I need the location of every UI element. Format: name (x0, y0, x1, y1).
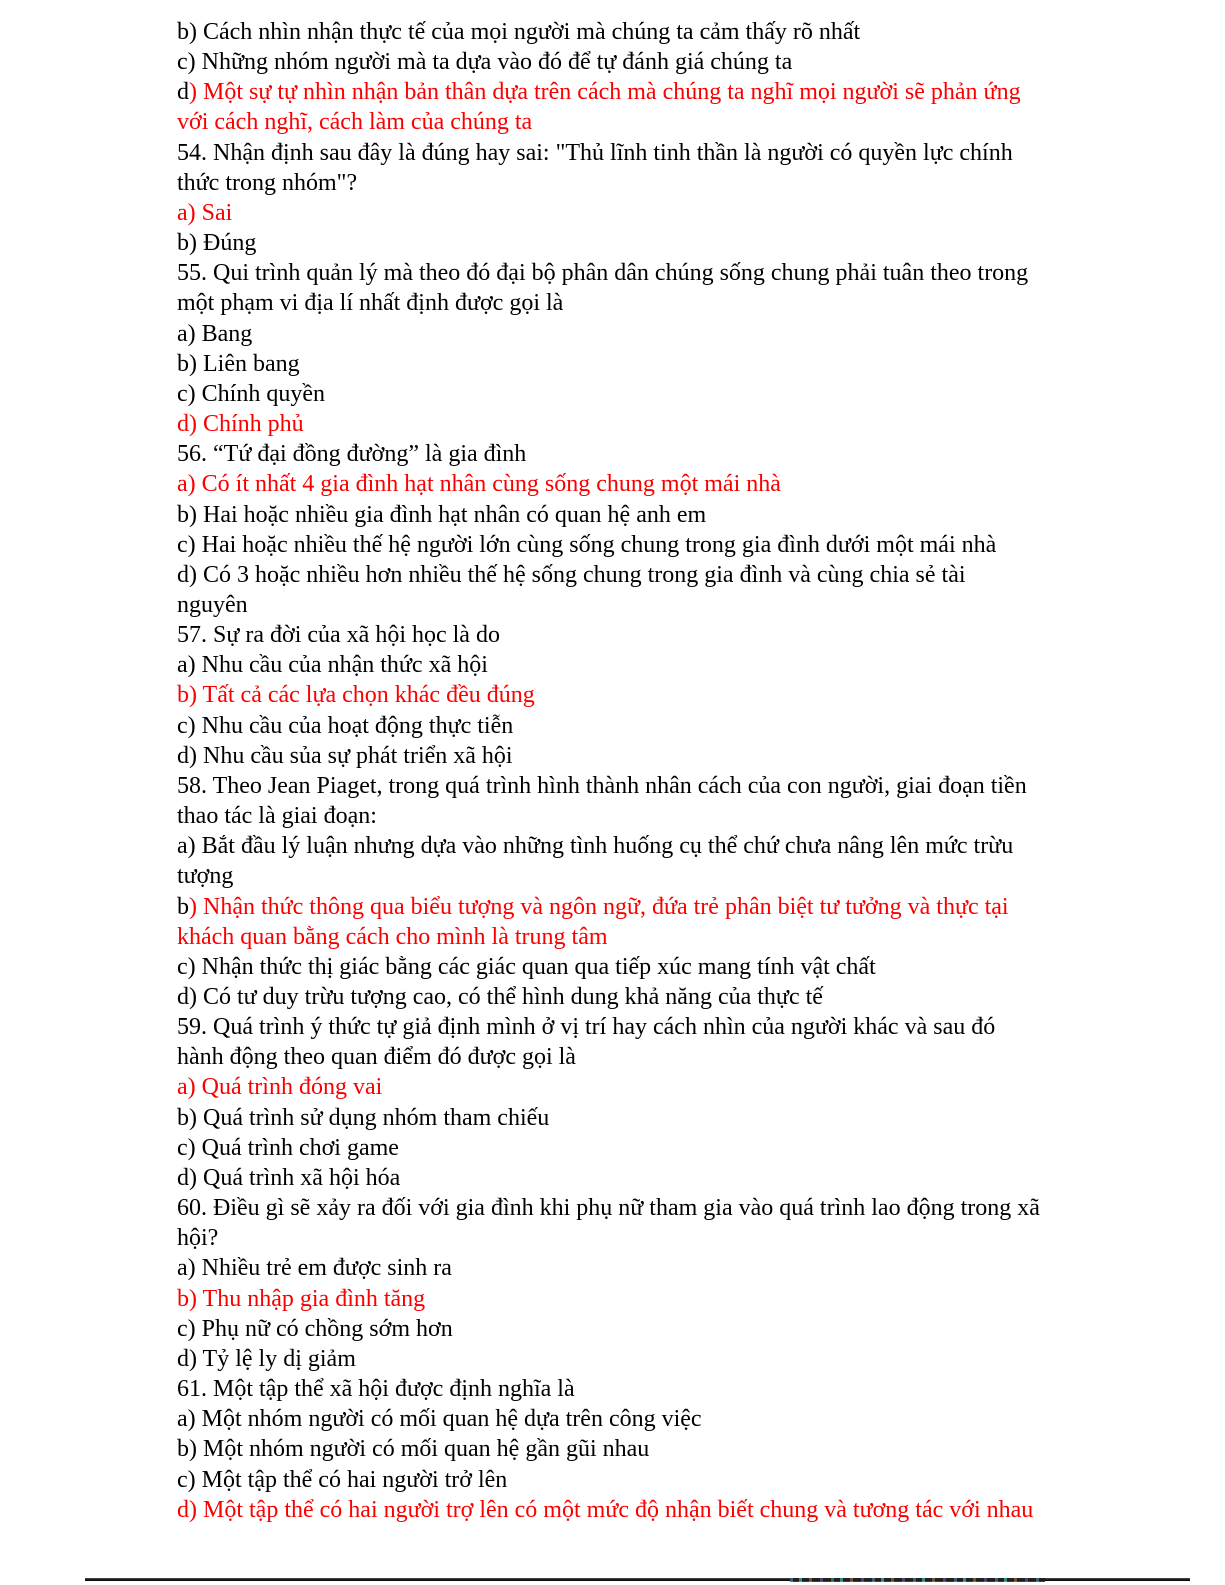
document-text: 60. Điều gì sẽ xảy ra đối với gia đình khi phụ nữ tham gia vào quá trình lao động trong xã (177, 1195, 1040, 1222)
document-line (177, 831, 1137, 861)
correct-answer-text: b) Thu nhập gia đình tăng (177, 1285, 426, 1312)
document-line (177, 680, 1137, 710)
document-line (177, 319, 1137, 349)
document-line (177, 1253, 1137, 1283)
document-text: tượng (177, 863, 234, 890)
document-line (177, 982, 1137, 1012)
document-line (177, 409, 1137, 439)
document-line (177, 560, 1137, 590)
document-line (177, 500, 1137, 530)
document-line (177, 469, 1137, 499)
document-line (177, 1465, 1137, 1495)
correct-answer-text: ) Một sự tự nhìn nhận bản thân dựa trên cách mà chúng ta nghĩ mọi người sẽ phản ứng (189, 79, 1021, 106)
document-text: a) Bang (177, 320, 253, 347)
correct-answer-text: d) Chính phủ (177, 411, 304, 438)
document-line (177, 952, 1137, 982)
document-line (177, 349, 1137, 379)
document-line (177, 1163, 1137, 1193)
document-line (177, 1193, 1137, 1223)
document-line (177, 379, 1137, 409)
correct-answer-text: a) Có ít nhất 4 gia đình hạt nhân cùng sống chung một mái nhà (177, 471, 781, 498)
document-line (177, 107, 1137, 137)
document-line (177, 650, 1137, 680)
document-text: một phạm vi địa lí nhất định được gọi là (177, 290, 564, 317)
document-line (177, 1072, 1137, 1102)
document-text: b) Cách nhìn nhận thực tế của mọi người mà chúng ta cảm thấy rõ nhất (177, 19, 861, 45)
document-line (177, 1012, 1137, 1042)
document-line (177, 1374, 1137, 1404)
document-text: hội? (177, 1225, 219, 1252)
document-line (177, 1223, 1137, 1253)
document-line (177, 1495, 1137, 1525)
document-text: d) Có 3 hoặc nhiều hơn nhiều thế hệ sống chung trong gia đình và cùng chia sẻ tài (177, 561, 966, 588)
document-lines (177, 17, 1137, 1525)
document-text: c) Quá trình chơi game (177, 1134, 399, 1161)
document-text: b) Liên bang (177, 350, 300, 377)
document-text: thức trong nhóm"? (177, 169, 358, 196)
document-text: b) Đúng (177, 230, 257, 257)
document-line (177, 77, 1137, 107)
document-text: a) Bắt đầu lý luận nhưng dựa vào những tình huống cụ thể chứ chưa nâng lên mức trừu (177, 833, 1014, 860)
document-line (177, 1344, 1137, 1374)
document-line (177, 17, 1137, 47)
document-line (177, 258, 1137, 288)
document-text: b) Hai hoặc nhiều gia đình hạt nhân có quan hệ anh em (177, 501, 707, 528)
document-line (177, 1103, 1137, 1133)
document-text: 56. “Tứ đại đồng đường” là gia đình (177, 441, 527, 468)
correct-answer-text: với cách nghĩ, cách làm của chúng ta (177, 109, 533, 136)
bottom-window-edge (85, 1578, 1190, 1581)
document-line (177, 711, 1137, 741)
document-line (177, 1314, 1137, 1344)
document-line (177, 168, 1137, 198)
document-text: b (177, 893, 189, 920)
document-text: 55. Qui trình quản lý mà theo đó đại bộ phân dân chúng sống chung phải tuân theo trong (177, 260, 1029, 287)
document-text: hành động theo quan điểm đó được gọi là (177, 1044, 576, 1071)
correct-answer-text: a) Quá trình đóng vai (177, 1074, 383, 1101)
document-text: d) Tỷ lệ ly dị giảm (177, 1345, 356, 1372)
document-line (177, 439, 1137, 469)
document-text: a) Một nhóm người có mối quan hệ dựa trên công việc (177, 1406, 702, 1433)
correct-answer-text: d) Một tập thể có hai người trợ lên có một mức độ nhận biết chung và tương tác với nhau (177, 1496, 1034, 1523)
document-text: b) Một nhóm người có mối quan hệ gần gũi nhau (177, 1436, 650, 1463)
document-line (177, 590, 1137, 620)
document-text: c) Những nhóm người mà ta dựa vào đó để tự đánh giá chúng ta (177, 49, 793, 76)
document-text: d) Có tư duy trừu tượng cao, có thể hình dung khả năng của thực tế (177, 984, 823, 1010)
document-line (177, 1284, 1137, 1314)
document-text: 54. Nhận định sau đây là đúng hay sai: "Thủ lĩnh tinh thần là người có quyền lực chính (177, 139, 1013, 166)
document-text: 59. Quá trình ý thức tự giả định mình ở vị trí hay cách nhìn của người khác và sau đó (177, 1014, 996, 1041)
bottom-edge-specks (790, 1578, 1045, 1582)
document-line (177, 801, 1137, 831)
document-line (177, 1042, 1137, 1072)
document-line (177, 138, 1137, 168)
document-text: c) Chính quyền (177, 380, 325, 407)
document-line (177, 1404, 1137, 1434)
document-text: 61. Một tập thể xã hội được định nghĩa là (177, 1376, 575, 1403)
document-line (177, 861, 1137, 891)
document-text: d) Nhu cầu sủa sự phát triển xã hội (177, 742, 513, 769)
document-text: d) Quá trình xã hội hóa (177, 1164, 401, 1191)
document-text: c) Hai hoặc nhiều thế hệ người lớn cùng sống chung trong gia đình dưới một mái nhà (177, 531, 997, 558)
document-text: 58. Theo Jean Piaget, trong quá trình hình thành nhân cách của con người, giai đoạn tiền (177, 772, 1027, 799)
document-line (177, 1434, 1137, 1464)
correct-answer-text: ) Nhận thức thông qua biểu tượng và ngôn ngữ, đứa trẻ phân biệt tư tưởng và thực tại (189, 893, 1009, 920)
document-line (177, 288, 1137, 318)
document-text: c) Nhận thức thị giác bằng các giác quan qua tiếp xúc mang tính vật chất (177, 953, 876, 980)
document-text: a) Nhu cầu của nhận thức xã hội (177, 652, 488, 679)
document-line (177, 771, 1137, 801)
document-line (177, 922, 1137, 952)
document-line (177, 530, 1137, 560)
document-text: thao tác là giai đoạn: (177, 803, 377, 830)
document-line (177, 228, 1137, 258)
document-line (177, 741, 1137, 771)
document-text: 57. Sự ra đời của xã hội học là do (177, 622, 500, 649)
document-line (177, 1133, 1137, 1163)
document-text: nguyên (177, 591, 248, 618)
document-text: c) Một tập thể có hai người trở lên (177, 1466, 508, 1493)
document-line (177, 892, 1137, 922)
document-text: d (177, 79, 189, 106)
document-text: c) Nhu cầu của hoạt động thực tiễn (177, 712, 514, 739)
correct-answer-text: a) Sai (177, 199, 233, 226)
document-text: a) Nhiều trẻ em được sinh ra (177, 1255, 452, 1282)
document-line (177, 620, 1137, 650)
document-line (177, 198, 1137, 228)
document-line (177, 47, 1137, 77)
document-text: b) Quá trình sử dụng nhóm tham chiếu (177, 1104, 550, 1131)
correct-answer-text: khách quan bằng cách cho mình là trung tâm (177, 923, 608, 950)
document-text: c) Phụ nữ có chồng sớm hơn (177, 1315, 453, 1342)
correct-answer-text: b) Tất cả các lựa chọn khác đều đúng (177, 682, 535, 709)
